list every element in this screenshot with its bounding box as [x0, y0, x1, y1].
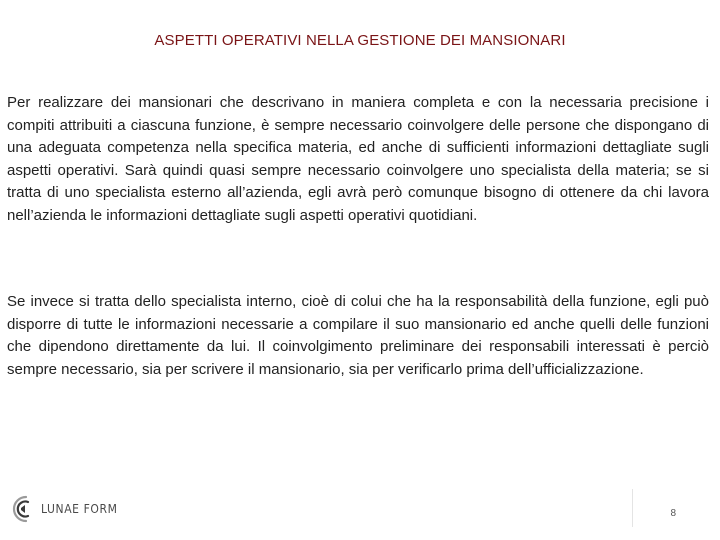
body-paragraph-1: Per realizzare dei mansionari che descrivano in maniera completa e con la necessaria precisione i compiti attribuiti a ciascuna funzione, è sempre necessario coinvolgere delle persone che dispongano di una adeguata competenza nella specifica materia, ed anche di sufficienti informazioni dettagliate sugli aspetti operativi. Sarà quindi quasi sempre necessario coinvolgere uno specialista della materia; se si tratta di uno specialista esterno all’azienda, egli avrà però comunque bisogno di ottenere da chi lavora nell’azienda le informazioni dettagliate sugli aspetti operativi quotidiani. — [7, 94, 709, 224]
logo-text: LUNAE FORM — [41, 502, 118, 516]
body-paragraph-2: Se invece si tratta dello specialista interno, cioè di colui che ha la responsabilità della funzione, egli può disporre di tutte le informazioni necessarie a compilare il suo mansionario ed anche quelli delle funzioni che dipendono direttamente da lui. Il coinvolgimento preliminare dei responsabili interessati è perciò sempre necessario, sia per scrivere il mansionario, sia per verificarlo prima dell’ufficializzazione. — [7, 293, 709, 378]
company-logo — [10, 492, 118, 526]
footer-divider — [632, 489, 633, 527]
lunae-form-logo-icon — [10, 494, 38, 524]
page-number: 8 — [670, 508, 676, 519]
slide-title: ASPETTI OPERATIVI NELLA GESTIONE DEI MANSIONARI — [154, 32, 566, 49]
